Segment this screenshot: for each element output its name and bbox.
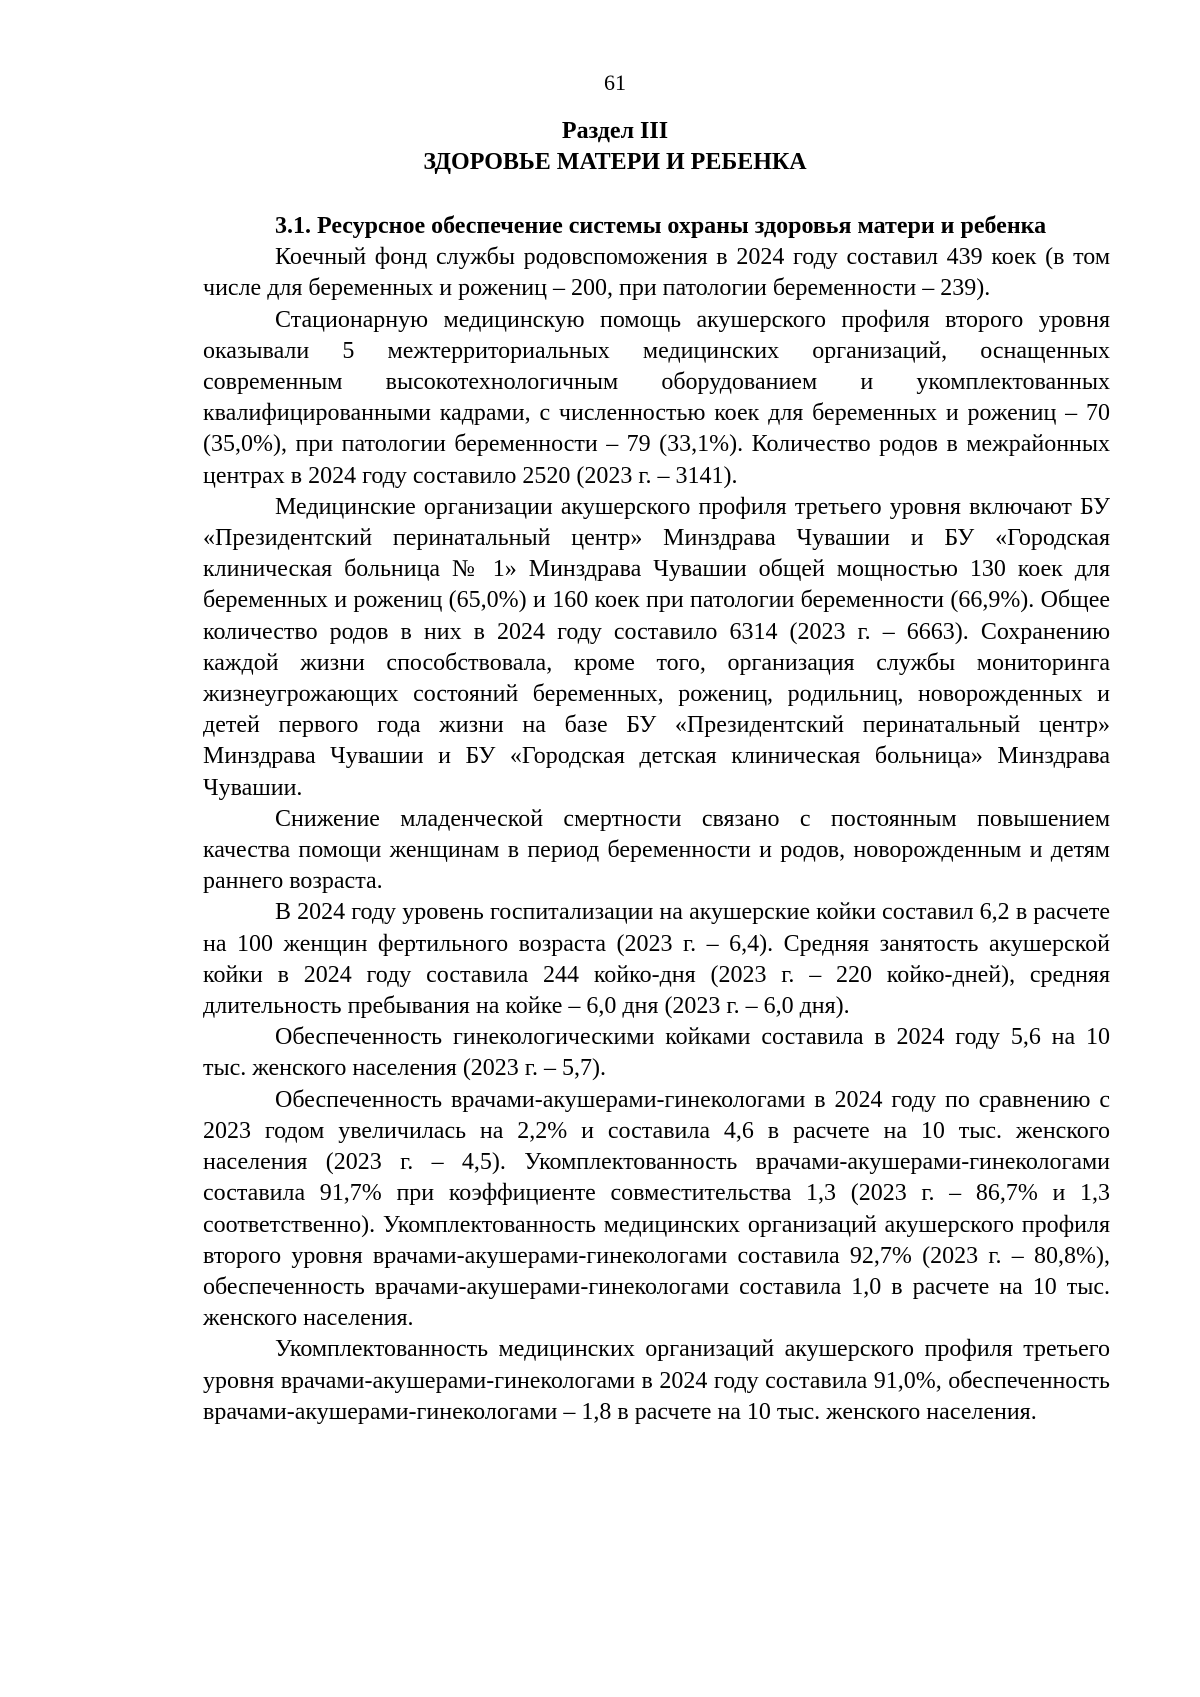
paragraph-6: Обеспеченность гинекологическими койками составила в 2024 году 5,6 на 10 тыс. женского населения (2023 г. – 5,7). [203,1024,1110,1082]
subsection-title: 3.1. Ресурсное обеспечение системы охраны здоровья матери и ребенка [275,213,1047,239]
paragraph-8: Укомплектованность медицинских организаций акушерского профиля третьего уровня врачами-акушерами-гинекологами в 2024 году составила 91,0%, обеспеченность врачами-акушерами-гинекологами – 1,8 в расчете на 10 тыс. женского населения. [203,1336,1110,1425]
paragraph-7: Обеспеченность врачами-акушерами-гинекологами в 2024 году по сравнению с 2023 годом увеличилась на 2,2% и составила 4,6 в расчете на 10 тыс. женского населения (2023 г. – 4,5). Укомплектованность врачами-акушерами-гинекологами составила 91,7% при коэффициенте совместительства 1,3 (2023 г. – 86,7% и 1,3 соответственно). Укомплектованность медицинских организаций акушерского профиля второго уровня врачами-акушерами-гинекологами составила 92,7% (2023 г. – 80,8%), обеспеченность врачами-акушерами-гинекологами составила 1,0 в расчете на 10 тыс. женского населения. [203,1086,1110,1332]
paragraph-5: В 2024 году уровень госпитализации на акушерские койки составил 6,2 в расчете на 100 женщин фертильного возраста (2023 г. – 6,4). Средняя занятость акушерской койки в 2024 году составила 244 койко-дня (2023 г. – 220 койко-дней), средняя длительность пребывания на койке – 6,0 дня (2023 г. – 6,0 дня). [203,899,1110,1020]
paragraph-3: Медицинские организации акушерского профиля третьего уровня включают БУ «Президентский перинатальный центр» Минздрава Чувашии и БУ «Городская клиническая больница № 1» Минздрава Чувашии общей мощностью 130 коек для беременных и рожениц (65,0%) и 160 коек при патологии беременности (66,9%). Общее количество родов в них в 2024 году составило 6314 (2023 г. – 6663). Сохранению каждой жизни способствовала, кроме того, организация службы мониторинга жизнеугрожающих состояний беременных, рожениц, родильниц, новорожденных и детей первого года жизни на базе БУ «Президентский перинатальный центр» Минздрава Чувашии и БУ «Городская детская клиническая больница» Минздрава Чувашии. [203,493,1110,801]
paragraph-2: Стационарную медицинскую помощь акушерского профиля второго уровня оказывали 5 межтерриториальных медицинских организаций, оснащенных современным высокотехнологичным оборудованием и укомплектованных квалифицированными кадрами, с численностью коек для беременных и рожениц – 70 (35,0%), при патологии беременности – 79 (33,1%). Количество родов в межрайонных центрах в 2024 году составило 2520 (2023 г. – 3141). [203,306,1110,489]
paragraph-4: Снижение младенческой смертности связано с постоянным повышением качества помощи женщинам в период беременности и родов, новорожденным и детям раннего возраста. [203,805,1110,895]
paragraph-1: Коечный фонд службы родовспоможения в 2024 году составил 439 коек (в том числе для беременных и рожениц – 200, при патологии беременности – 239). [203,244,1110,302]
section-title: ЗДОРОВЬЕ МАТЕРИ И РЕБЕНКА [423,149,807,175]
section-label: Раздел III [561,118,669,144]
section-heading [15,116,1200,178]
page-number: 61 [604,70,626,95]
body-text [203,211,1110,1428]
